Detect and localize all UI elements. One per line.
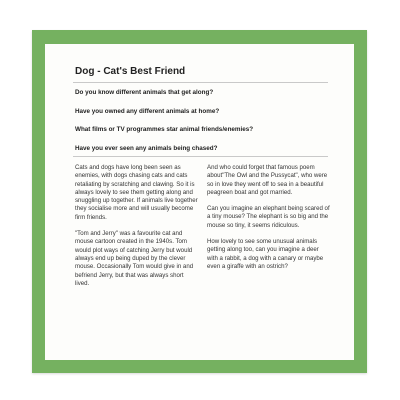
question-item: Have you ever seen any animals being chased? — [75, 144, 218, 152]
question-item: What films or TV programmes star animal friends/enemies? — [75, 126, 254, 133]
divider-top — [73, 82, 328, 83]
card-panel — [45, 44, 354, 360]
right-text-column — [207, 164, 331, 279]
question-item: Have you owned any different animals at home? — [75, 107, 220, 115]
left-text-column — [75, 164, 199, 296]
paragraph: And who could forget that famous poem about"The Owl and the Pussycat", who were so in love they went off to sea in a beautiful peagreen boat and got married. — [207, 164, 328, 196]
question-item: Do you know different animals that get along? — [75, 89, 214, 96]
paragraph: How lovely to see some unusual animals getting along too, can you imagine a deer with a rabbit, a dog with a canary or maybe even a giraffe with an ostrich? — [207, 238, 324, 270]
paragraph: "Tom and Jerry" was a favourite cat and mouse cartoon created in the 1940s. Tom would plot ways of catching Jerry but would always end up being duped by the clever mouse. Occasionally Tom would give in and befriend Jerry, but that was always short lived. — [75, 230, 194, 287]
card-title: Dog - Cat's Best Friend — [75, 66, 186, 77]
paragraph: Cats and dogs have long been seen as enemies, with dogs chasing cats and cats retaliating by scratching and clawing. So it is always lovely to see them getting along and snuggling up together. If animals live together they socialise more and will usually become firm friends. — [75, 164, 198, 221]
paragraph: Can you imagine an elephant being scared of a tiny mouse? The elephant is so big and the mouse so tiny, it seems ridiculous. — [207, 205, 330, 229]
divider-bottom — [73, 156, 328, 157]
question-list — [75, 89, 330, 163]
